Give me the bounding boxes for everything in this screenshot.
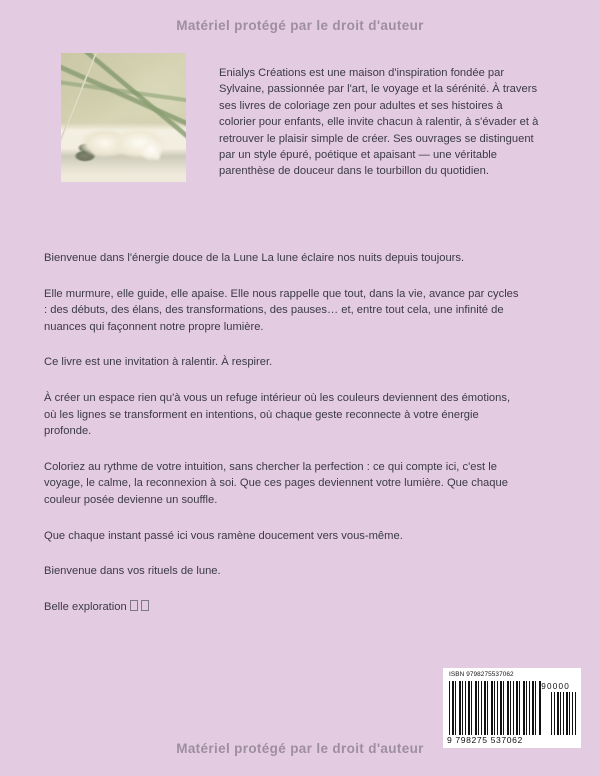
isbn-barcode [443,668,581,748]
body-paragraph: Bienvenue dans vos rituels de lune. [44,565,221,578]
missing-glyph-box-icon [141,600,149,611]
body-paragraph: Bienvenue dans l'énergie douce de la Lune La lune éclaire nos nuits depuis toujours. [44,252,465,264]
body-paragraph: Coloriez au rythme de votre intuition, sans chercher la perfection : ce qui compte ici, c'est le voyage, le calme, la reconnexion à soi. Que ces pages deviennent votre lumière. Que chaque couleur posée devienne un souffle. [44,460,508,506]
barcode-addon-label: 90000 [541,682,570,691]
ean5-addon-bars [551,692,576,735]
copyright-watermark-top: Matériel protégé par le droit d'auteur [176,18,424,33]
body-paragraph: À créer un espace rien qu'à vous un refuge intérieur où les couleurs deviennent des émotions, où les lignes se transforment en intentions, où chaque geste reconnecte à votre énergie profonde. [44,391,511,438]
closing-line [44,599,522,616]
publisher-blurb: Enialys Créations est une maison d'inspiration fondée par Sylvaine, passionnée par l'art, le voyage et la sérénité. À travers ses livres de coloriage zen pour adultes et ses histoires à colorier pour enfants, elle invite chacun à ralentir, à s'évader et à retrouver le plaisir simple de créer. Ses ouvrages se distinguent par un style épuré, poétique et apaisant — une véritable parenthèse de douceur dans le tourbillon du quotidien. [219,67,539,178]
closing-line-text: Belle exploration [44,600,127,613]
back-cover-body-copy [44,250,522,615]
body-paragraph: Ce livre est une invitation à ralentir. À respirer. [44,356,273,369]
open-book-zen-photo [61,53,186,182]
ean13-bars [449,681,541,735]
missing-glyph-box-icon [130,600,138,611]
body-paragraph: Que chaque instant passé ici vous ramène doucement vers vous-même. [44,529,403,542]
body-paragraph: Elle murmure, elle guide, elle apaise. Elle nous rappelle que tout, dans la vie, avance par cycles : des débuts, des élans, des transformations, des pauses… et, entre tout cela, une infinité de nuances qui façonnent notre propre lumière. [44,287,519,333]
barcode-human-readable-digits: 9 798275 537062 [447,735,523,745]
isbn-label: ISBN 9798275537062 [449,671,514,678]
copyright-watermark-bottom: Matériel protégé par le droit d'auteur [176,741,424,756]
